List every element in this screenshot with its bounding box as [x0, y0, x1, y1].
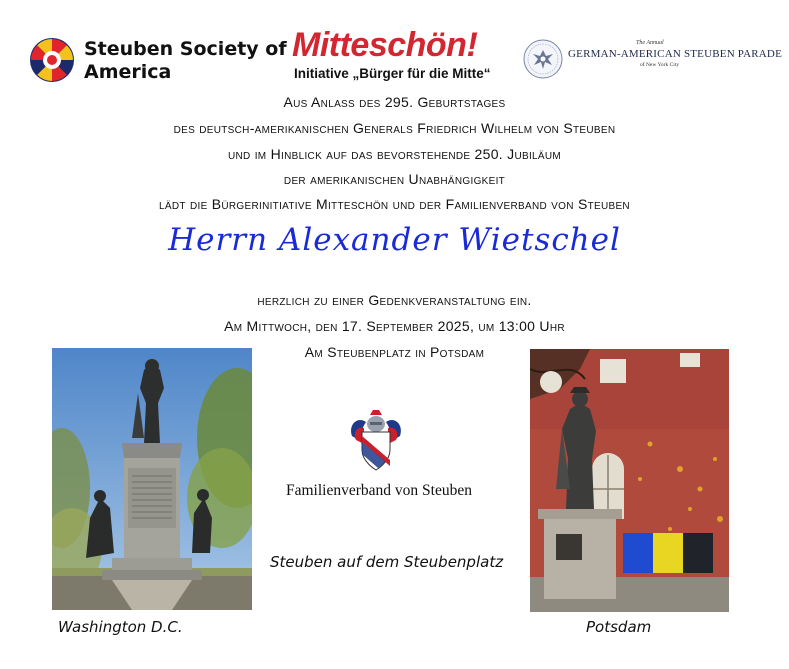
invitation-line-3: und im Hinblick auf das bevorstehende 250. Jubiläum [227, 146, 562, 162]
washington-monument-photo [52, 348, 252, 610]
parade-name: GERMAN-AMERICAN STEUBEN PARADE [568, 48, 782, 60]
steuben-parade-logo [522, 36, 782, 86]
washington-caption: Washington D.C. [58, 618, 183, 636]
center-caption: Steuben auf dem Steubenplatz [270, 553, 504, 571]
parade-city: of New York City [640, 62, 680, 68]
invitation-line-5: lädt die Bürgerinitiative Mitteschön und der Familienverband von Steuben [159, 196, 630, 212]
guest-name: Herrn Alexander Wietschel [168, 222, 621, 258]
potsdam-caption: Potsdam [586, 618, 652, 636]
potsdam-statue-photo [530, 349, 729, 612]
ssa-logo-line2: America [84, 61, 172, 83]
mitteschoen-logo [290, 26, 505, 88]
mitteschoen-subtitle: Initiative „Bürger für die Mitte“ [294, 66, 491, 81]
closing-line-3: Am Steubenplatz in Potsdam [304, 344, 485, 360]
ssa-logo-line1: Steuben Society of [84, 38, 287, 60]
invitation-line-2: des deutsch-amerikanischen Generals Friedrich Wilhelm von Steuben [173, 120, 616, 136]
closing-line-1: herzlich zu einer Gedenkveranstaltung ein. [257, 292, 532, 308]
rosette-icon [28, 36, 76, 84]
coat-of-arms-icon [348, 410, 404, 472]
closing-line-2: Am Mittwoch, den 17. September 2025, um 13:00 Uhr [224, 318, 565, 334]
invitation-line-4: der amerikanischen Unabhängigkeit [283, 171, 506, 187]
mitteschoen-brand: Mitteschön! [292, 26, 478, 64]
family-association-label: Familienverband von Steuben [286, 482, 472, 499]
family-association-logo [270, 410, 500, 520]
parade-annual: The Annual [636, 40, 664, 46]
eagle-seal-icon [522, 38, 564, 80]
steuben-society-logo [28, 36, 287, 88]
invitation-line-1: Aus Anlass des 295. Geburtstages [283, 94, 506, 110]
